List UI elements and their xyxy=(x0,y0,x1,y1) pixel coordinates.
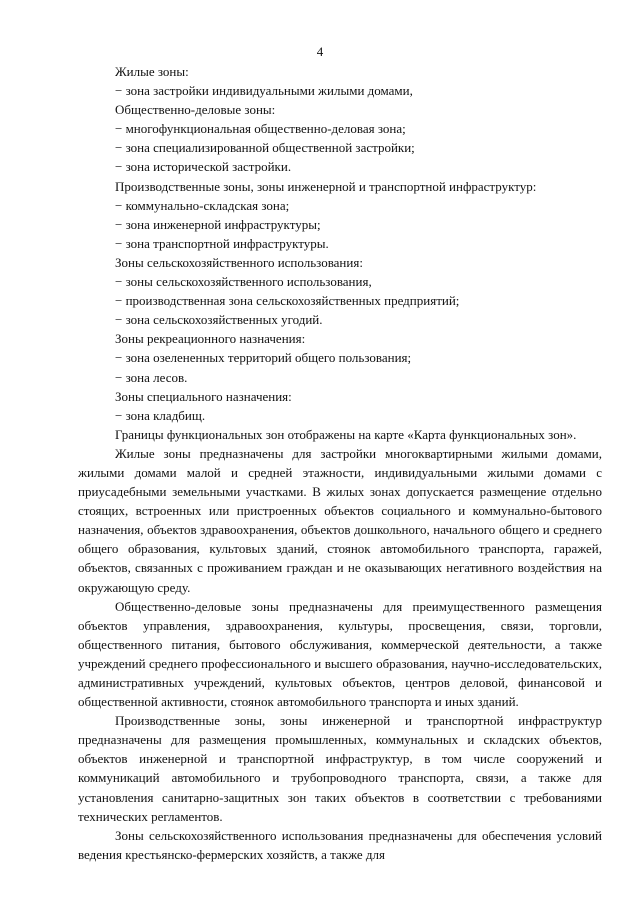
paragraph-industrial-zones: Производственные зоны, зоны инженерной и транспортной инфраструктур предназначены для размещения промышленных, коммунальных и складских объектов, объектов инженерной и транспортной инфраструктур, в том числе сооружений и коммуникаций автомобильного и трубопроводного транспорта, связи, а также для установления санитарно-защитных зон таких объектов в соответствии с требованиями технических регламентов. xyxy=(78,713,602,824)
page-number: 4 xyxy=(316,44,324,59)
list-item: Производственные зоны, зоны инженерной и транспортной инфраструктур: xyxy=(115,178,537,194)
list-item: − зона лесов. xyxy=(115,369,188,385)
paragraph-agricultural-zones: Зоны сельскохозяйственного использования предназначены для обеспечения условий ведения крестьянско-фермерских хозяйств, а также для xyxy=(78,827,602,862)
list-item: − зона сельскохозяйственных угодий. xyxy=(115,312,323,328)
functional-zones-list xyxy=(78,62,602,425)
list-item: − зоны сельскохозяйственного использования, xyxy=(115,274,372,290)
list-item: − производственная зона сельскохозяйственных предприятий; xyxy=(115,293,460,309)
list-item: − зона исторической застройки. xyxy=(115,159,292,175)
list-item: − зона застройки индивидуальными жилыми домами, xyxy=(115,83,413,99)
list-item: − коммунально-складская зона; xyxy=(115,197,290,213)
list-item: − зона транспортной инфраструктуры. xyxy=(115,235,329,251)
list-item: − зона специализированной общественной застройки; xyxy=(115,140,415,156)
list-item: Зоны сельскохозяйственного использования: xyxy=(115,254,363,270)
body-text xyxy=(78,425,602,864)
list-item: Общественно-деловые зоны: xyxy=(115,102,276,118)
list-item: Зоны рекреационного назначения: xyxy=(115,331,306,347)
paragraph-zone-boundaries: Границы функциональных зон отображены на карте «Карта функциональных зон». xyxy=(115,426,577,442)
list-item: Зоны специального назначения: xyxy=(115,388,292,404)
list-item: Жилые зоны: xyxy=(115,64,189,79)
list-item: − зона инженерной инфраструктуры; xyxy=(115,216,321,232)
list-item: − зона кладбищ. xyxy=(115,407,206,423)
paragraph-residential-zones: Жилые зоны предназначены для застройки многоквартирными жилыми домами, жилыми домами малой и средней этажности, индивидуальными жилыми домами с приусадебными земельными участками. В жилых зонах допускается размещение отдельно стоящих, встроенных или пристроенных объектов социального и коммунально-бытового назначения, объектов здравоохранения, объектов дошкольного, начального общего и среднего общего образования, культовых зданий, стоянок автомобильного транспорта, гаражей, объектов, связанных с проживанием граждан и не оказывающих негативного воздействия на окружающую среду. xyxy=(78,445,602,595)
list-item: − зона озелененных территорий общего пользования; xyxy=(115,350,412,366)
paragraph-business-zones: Общественно-деловые зоны предназначены для преимущественного размещения объектов управления, здравоохранения, культуры, просвещения, связи, торговли, общественного питания, бытового обслуживания, коммерческой деятельности, а также учреждений среднего профессионального и высшего образования, научно-исследовательских, административных учреждений, культовых объектов, центров деловой, финансовой и общественной активности, стоянок автомобильного транспорта и иных зданий. xyxy=(78,598,602,710)
list-item: − многофункциональная общественно-деловая зона; xyxy=(115,121,406,137)
